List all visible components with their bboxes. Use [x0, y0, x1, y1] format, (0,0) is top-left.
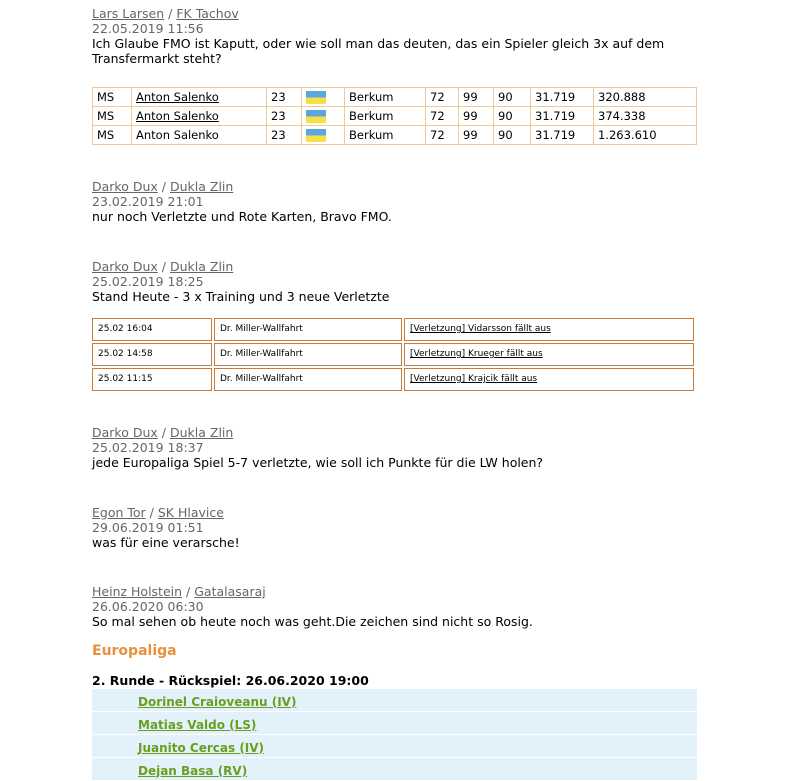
post-date: 22.05.2019 11:56	[92, 21, 204, 36]
post-date: 25.02.2019 18:37	[92, 440, 204, 455]
age-cell: 23	[267, 107, 302, 126]
post-meta	[92, 505, 702, 520]
event-message-cell	[404, 318, 694, 341]
post	[92, 6, 702, 145]
table-row	[92, 318, 694, 341]
table-row	[93, 107, 697, 126]
team-link[interactable]: Dukla Zlin	[169, 179, 234, 194]
author-link[interactable]: Egon Tor	[92, 505, 146, 520]
post-text: Stand Heute - 3 x Training und 3 neue Verletzte	[92, 289, 390, 304]
age-cell: 23	[267, 88, 302, 107]
stat-cell: 72	[426, 126, 459, 145]
separator: /	[161, 259, 166, 274]
lineup-player-cell	[136, 735, 697, 758]
price-cell: 374.338	[594, 107, 697, 126]
stat-cell: 90	[494, 107, 531, 126]
team-link[interactable]: Dukla Zlin	[169, 425, 234, 440]
author-link[interactable]: Lars Larsen	[92, 6, 165, 21]
transfer-table-wrap	[92, 87, 702, 145]
flag-cell	[302, 88, 345, 107]
author-link[interactable]: Darko Dux	[92, 425, 158, 440]
table-row	[92, 758, 697, 781]
event-time: 25.02 14:58	[92, 343, 212, 366]
post	[92, 425, 702, 470]
position-cell: MS	[93, 107, 132, 126]
lineup-player-link[interactable]: Dorinel Craioveanu (IV)	[138, 694, 297, 709]
club-cell: Berkum	[345, 88, 426, 107]
separator: /	[186, 584, 191, 599]
stat-cell: 72	[426, 107, 459, 126]
player-name: Anton Salenko	[136, 127, 219, 142]
section-title: Europaliga	[92, 643, 177, 659]
event-message-cell	[404, 368, 694, 391]
lineup-spacer	[92, 758, 136, 781]
lineup-player-link[interactable]: Dejan Basa (RV)	[138, 763, 248, 778]
table-row	[92, 712, 697, 735]
separator: /	[161, 425, 166, 440]
separator: /	[149, 505, 154, 520]
post-text: So mal sehen ob heute noch was geht.Die zeichen sind nicht so Rosig.	[92, 614, 533, 629]
separator: /	[161, 179, 166, 194]
flag-cell	[302, 107, 345, 126]
ukraine-flag-icon	[306, 129, 326, 142]
lineup-spacer	[92, 735, 136, 758]
table-row	[93, 126, 697, 145]
post-meta	[92, 259, 702, 274]
post-text: nur noch Verletzte und Rote Karten, Bravo FMO.	[92, 209, 392, 224]
age-cell: 23	[267, 126, 302, 145]
price-cell: 320.888	[594, 88, 697, 107]
price-cell: 1.263.610	[594, 126, 697, 145]
team-link[interactable]: SK Hlavice	[157, 505, 224, 520]
ukraine-flag-icon	[306, 91, 326, 104]
table-row	[92, 343, 694, 366]
table-row	[92, 735, 697, 758]
post-meta	[92, 584, 702, 599]
event-table	[90, 316, 696, 393]
stat-cell: 99	[459, 107, 494, 126]
author-link[interactable]: Heinz Holstein	[92, 584, 183, 599]
name-cell	[132, 107, 267, 126]
post	[92, 584, 702, 629]
guestbook	[92, 6, 702, 781]
team-link[interactable]: FK Tachov	[176, 6, 239, 21]
post-text: was für eine verarsche!	[92, 535, 240, 550]
salary-cell: 31.719	[531, 88, 594, 107]
name-cell	[132, 126, 267, 145]
author-link[interactable]: Darko Dux	[92, 179, 158, 194]
event-message-cell	[404, 343, 694, 366]
post-date: 23.02.2019 21:01	[92, 194, 204, 209]
stat-cell: 72	[426, 88, 459, 107]
table-row	[93, 88, 697, 107]
stat-cell: 99	[459, 88, 494, 107]
lineup-player-link[interactable]: Matias Valdo (LS)	[138, 717, 257, 732]
post-date: 25.02.2019 18:25	[92, 274, 204, 289]
team-link[interactable]: Dukla Zlin	[169, 259, 234, 274]
lineup-player-cell	[136, 689, 697, 712]
post-date: 29.06.2019 01:51	[92, 520, 204, 535]
team-link[interactable]: Gatalasaraj	[194, 584, 266, 599]
post-meta	[92, 6, 702, 21]
stat-cell: 99	[459, 126, 494, 145]
event-time: 25.02 11:15	[92, 368, 212, 391]
transfer-table	[92, 87, 697, 145]
lineup-player-link[interactable]: Juanito Cercas (IV)	[138, 740, 265, 755]
lineup-spacer	[92, 689, 136, 712]
round-title: 2. Runde - Rückspiel: 26.06.2020 19:00	[92, 673, 369, 688]
position-cell: MS	[93, 126, 132, 145]
club-cell: Berkum	[345, 107, 426, 126]
author-link[interactable]: Darko Dux	[92, 259, 158, 274]
player-link[interactable]: Anton Salenko	[136, 89, 219, 104]
name-cell	[132, 88, 267, 107]
event-message-link[interactable]: [Verletzung] Krueger fällt aus	[410, 349, 543, 359]
ukraine-flag-icon	[306, 110, 326, 123]
post	[92, 505, 702, 550]
lineup-player-cell	[136, 758, 697, 781]
post-meta	[92, 425, 702, 440]
post-meta	[92, 179, 702, 194]
lineup-player-cell	[136, 712, 697, 735]
event-source: Dr. Miller-Wallfahrt	[214, 318, 402, 341]
player-link[interactable]: Anton Salenko	[136, 108, 219, 123]
stat-cell: 90	[494, 88, 531, 107]
stat-cell: 90	[494, 126, 531, 145]
flag-cell	[302, 126, 345, 145]
table-row	[92, 368, 694, 391]
post	[92, 259, 702, 393]
separator: /	[168, 6, 173, 21]
position-cell: MS	[93, 88, 132, 107]
club-cell: Berkum	[345, 126, 426, 145]
event-time: 25.02 16:04	[92, 318, 212, 341]
event-message-link[interactable]: [Verletzung] Krajcik fällt aus	[410, 374, 538, 384]
salary-cell: 31.719	[531, 107, 594, 126]
post-text: Ich Glaube FMO ist Kaputt, oder wie soll man das deuten, das ein Spieler gleich 3x auf dem Transfermarkt steht?	[92, 36, 665, 66]
post-text: jede Europaliga Spiel 5-7 verletzte, wie soll ich Punkte für die LW holen?	[92, 455, 544, 470]
event-message-link[interactable]: [Verletzung] Vidarsson fällt aus	[410, 324, 551, 334]
lineup-spacer	[92, 712, 136, 735]
salary-cell: 31.719	[531, 126, 594, 145]
post-date: 26.06.2020 06:30	[92, 599, 204, 614]
event-source: Dr. Miller-Wallfahrt	[214, 343, 402, 366]
post	[92, 179, 702, 224]
lineup-table	[92, 689, 697, 781]
table-row	[92, 689, 697, 712]
event-source: Dr. Miller-Wallfahrt	[214, 368, 402, 391]
